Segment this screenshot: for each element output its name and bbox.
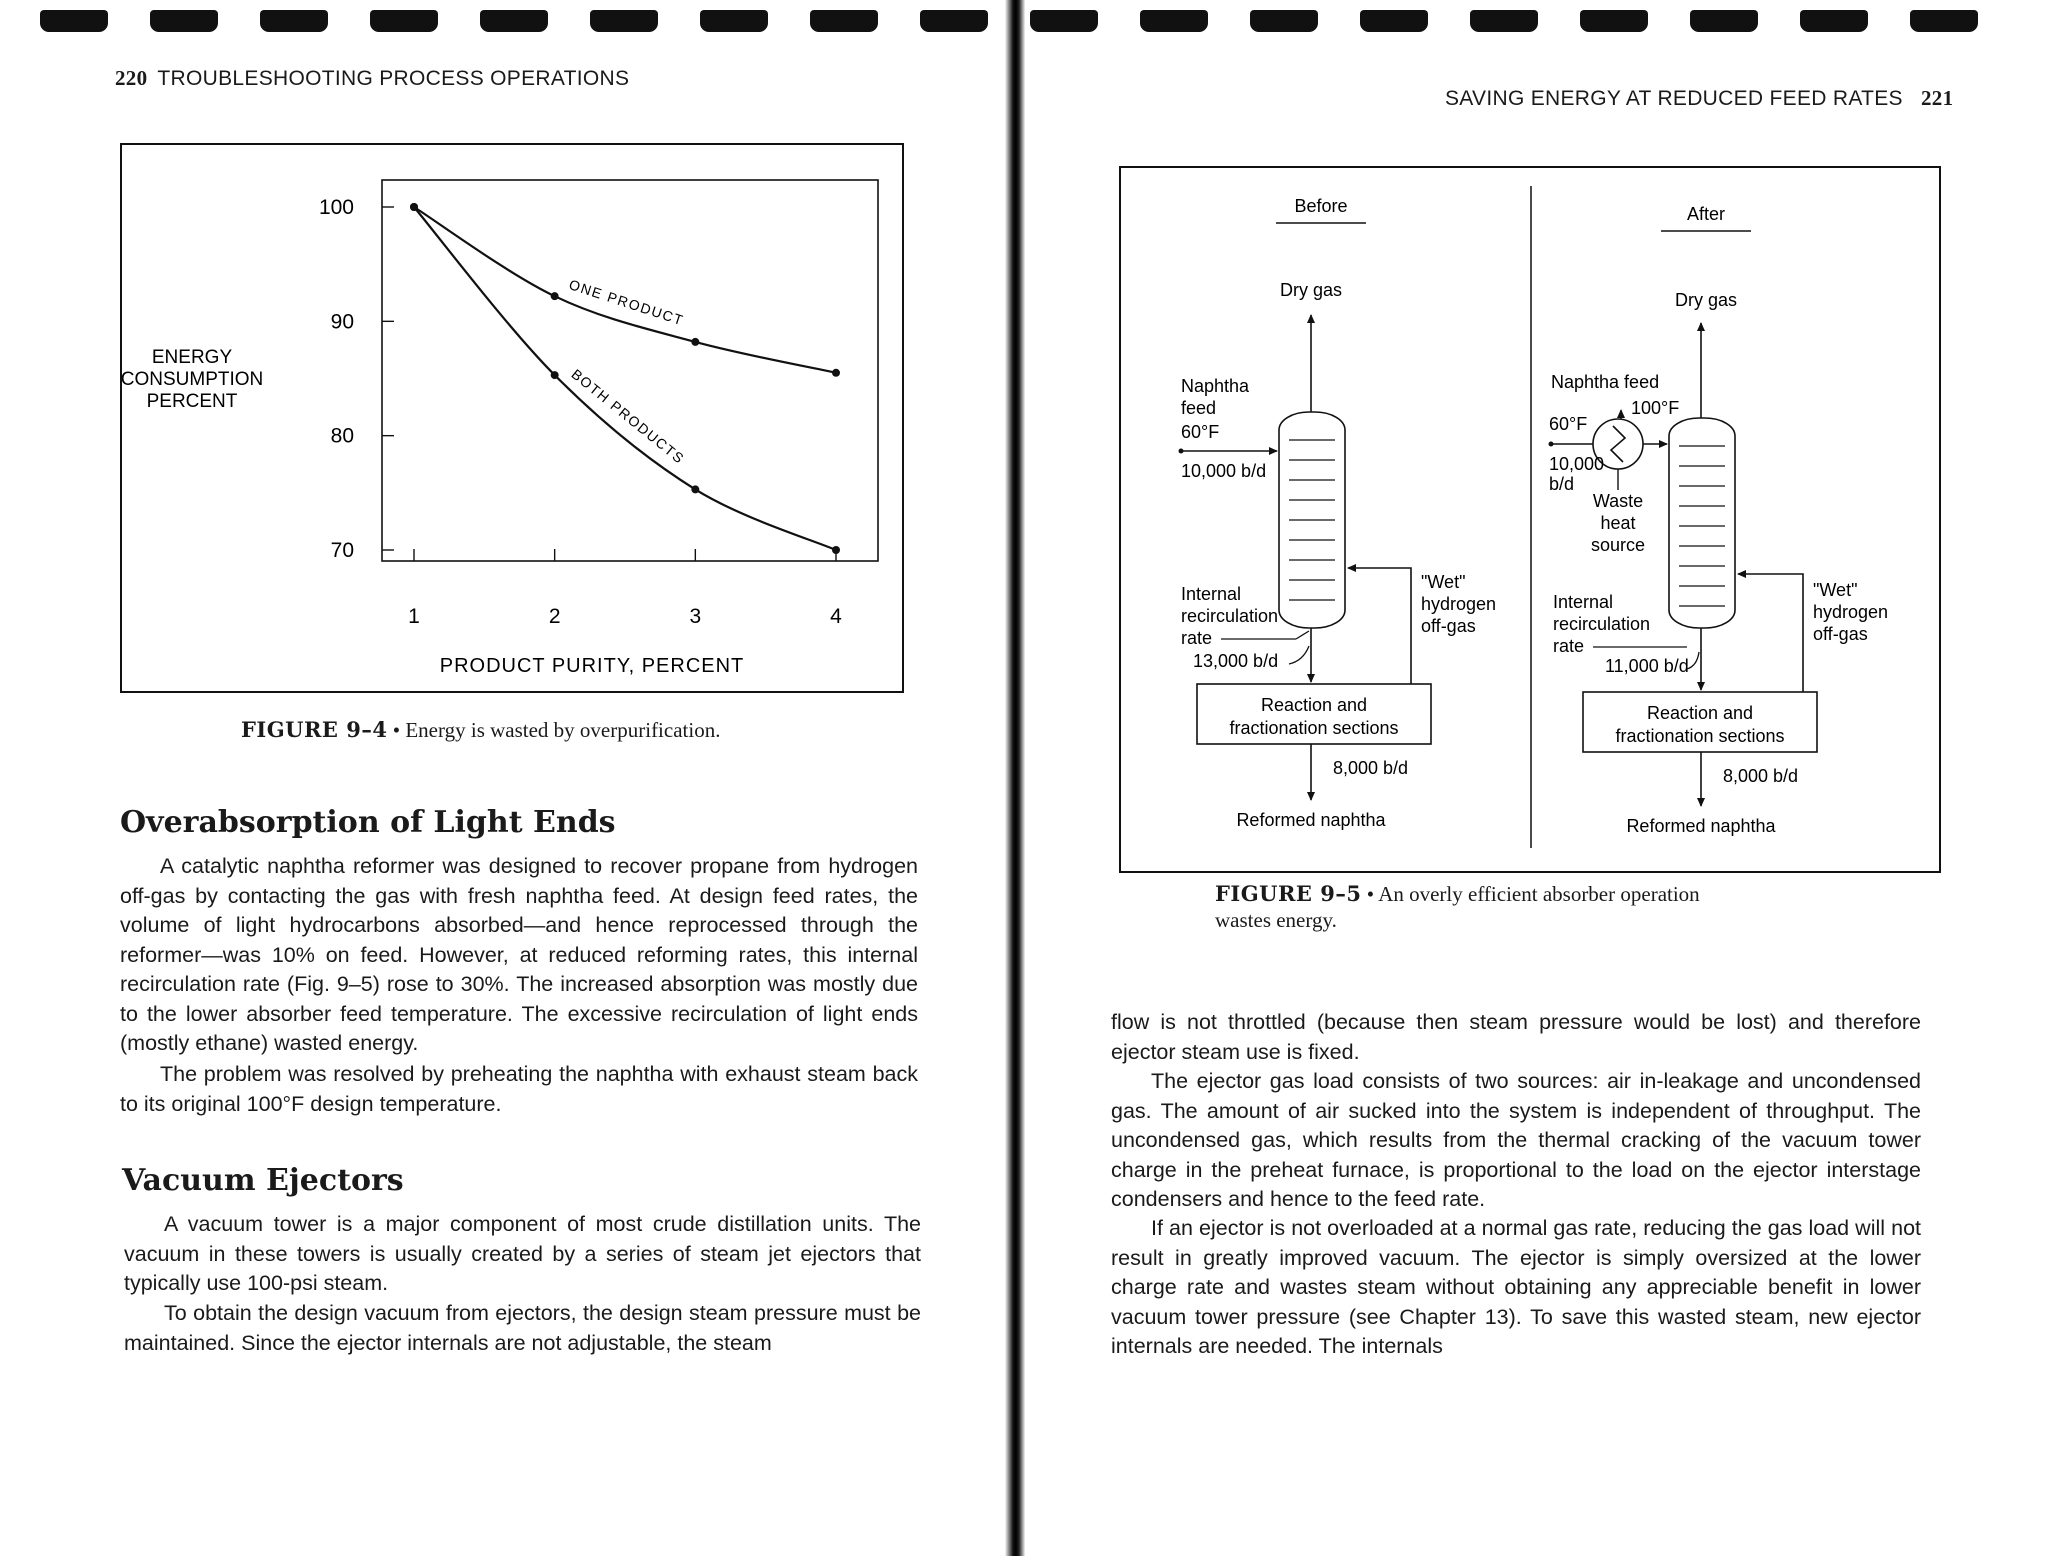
after-heat-label-1: Waste: [1592, 491, 1644, 511]
data-point: [691, 485, 699, 493]
y-tick-label: 90: [330, 310, 354, 334]
x-tick-label: 4: [830, 605, 842, 628]
running-header-right: [1445, 86, 1953, 111]
x-tick-label: 1: [408, 605, 420, 628]
before-dry-gas-label: Dry gas: [1279, 280, 1343, 300]
before-feed-label-1: Naphtha: [1181, 376, 1250, 396]
before-recirc-label-2: recirculation: [1181, 606, 1279, 626]
series-line: [414, 207, 836, 373]
after-preheat-temp: 100°F: [1631, 398, 1680, 418]
before-panel: [1179, 196, 1497, 830]
left-page: [0, 0, 1005, 1556]
page-number-right: 221: [1920, 86, 1954, 110]
data-point: [551, 292, 559, 300]
before-product-label: Reformed naphtha: [1236, 810, 1386, 830]
before-title: Before: [1294, 196, 1348, 216]
data-point: [832, 546, 840, 554]
before-recirc-label-3: rate: [1181, 628, 1213, 648]
before-feed-temp: 60°F: [1181, 422, 1220, 442]
book-gutter: [1005, 0, 1025, 1556]
figure-9-5-caption: FIGURE 9–5 • An overly efficient absorber operation wastes energy.: [1215, 881, 1700, 932]
after-dry-gas-label: Dry gas: [1674, 290, 1738, 310]
before-recirc-rate: 13,000 b/d: [1193, 651, 1279, 671]
plot-frame: [382, 180, 878, 561]
before-offgas-return-line: [1348, 568, 1411, 684]
paragraph: A catalytic naphtha reformer was designed to recover propane from hydrogen off-gas by contacting the gas with fresh naphtha feed. At design feed rates, the volume of light hydrocarbons absorbed—and hence reprocessed through the reformer—was 10% on feed. However, at reduced reforming rates, this internal recirculation rate (Fig. 9–5) rose to 30%. The increased absorption was mostly due to the lower absorber feed temperature. The excessive recirculation of light ends (mostly ethane) wasted energy.: [120, 854, 918, 1055]
page-number-left: 220: [115, 66, 148, 90]
after-wet-label-1: "Wet": [1813, 580, 1858, 600]
section-heading-vacuum-ejectors: Vacuum Ejectors: [122, 1163, 404, 1198]
figure-9-5-caption-line-2: wastes energy.: [1215, 908, 1337, 932]
before-feed-label-2: feed: [1181, 398, 1217, 418]
y-tick-label: 70: [330, 539, 354, 562]
after-feed-label: Naphtha feed: [1551, 372, 1660, 392]
before-feed-rate: 10,000 b/d: [1181, 461, 1267, 481]
after-feed-temp: 60°F: [1549, 414, 1588, 434]
after-wet-label-2: hydrogen: [1813, 602, 1889, 622]
after-heat-label-3: source: [1590, 535, 1646, 555]
after-offgas-return-line: [1738, 574, 1803, 692]
right-page: [1025, 0, 2048, 1556]
figure-9-4-caption-text: Energy is wasted by overpurification.: [405, 718, 721, 742]
before-wet-label-1: "Wet": [1421, 572, 1466, 592]
before-box-label-2: fractionation sections: [1229, 718, 1399, 738]
after-out-rate: 8,000 b/d: [1723, 766, 1799, 786]
series-label: BOTH PRODUCTS: [568, 365, 688, 467]
after-product-label: Reformed naphtha: [1626, 816, 1776, 836]
after-recirc-label-1: Internal: [1553, 592, 1614, 612]
before-wet-label-2: hydrogen: [1421, 594, 1497, 614]
x-axis-label: PRODUCT PURITY, PERCENT: [439, 655, 745, 677]
after-recirc-label-3: rate: [1553, 636, 1585, 656]
y-axis-label-line: PERCENT: [146, 391, 238, 412]
after-title: After: [1686, 204, 1726, 224]
header-title-right: SAVING ENERGY AT REDUCED FEED RATES: [1445, 87, 1903, 110]
data-point: [691, 338, 699, 346]
header-title-left: TROUBLESHOOTING PROCESS OPERATIONS: [157, 67, 630, 90]
absorber-diagram: [1121, 168, 1939, 871]
section-heading-overabsorption: Overabsorption of Light Ends: [120, 805, 616, 840]
after-absorber-tower: [1669, 418, 1735, 628]
y-axis-label-line: ENERGY: [151, 347, 233, 368]
x-tick-label: 2: [548, 605, 561, 628]
after-wet-label-3: off-gas: [1813, 624, 1868, 644]
after-box-label-2: fractionation sections: [1615, 726, 1785, 746]
y-axis-label-line: CONSUMPTION: [122, 369, 264, 390]
after-recirc-label-2: recirculation: [1553, 614, 1651, 634]
series-line: [414, 207, 836, 550]
figure-9-5-label: FIGURE 9–5: [1215, 881, 1362, 906]
figure-9-5-caption-line-1: An overly efficient absorber operation: [1378, 882, 1700, 906]
after-feed-rate-2: b/d: [1549, 474, 1575, 494]
before-recirc-label-1: Internal: [1181, 584, 1242, 604]
paragraph: flow is not throttled (because then steam pressure would be lost) and therefore ejector steam use is fixed.: [1111, 1010, 1921, 1064]
before-box-label-1: Reaction and: [1260, 695, 1368, 715]
y-axis-label: [122, 347, 263, 412]
figure-9-5-box: [1119, 166, 1941, 873]
x-tick-label: 3: [689, 605, 702, 628]
paragraph: If an ejector is not overloaded at a normal gas rate, reducing the gas load will not result in greatly improved vacuum. The ejector is simply oversized at the lower charge rate and wastes steam without obtaining any appreciable benefit in lower vacuum tower pressure (see Chapter 13). To save this wasted steam, new ejector internals are needed. The internals: [1111, 1216, 1921, 1358]
y-tick-label: 100: [318, 196, 354, 219]
data-point: [832, 369, 840, 377]
after-feed-rate-1: 10,000: [1549, 454, 1605, 474]
data-point: [410, 203, 418, 211]
after-panel: [1549, 204, 1889, 836]
before-out-rate: 8,000 b/d: [1333, 758, 1409, 778]
energy-purity-chart: [122, 145, 902, 691]
figure-9-4-label: FIGURE 9–4: [241, 717, 388, 742]
after-heat-label-2: heat: [1600, 513, 1636, 533]
data-point: [551, 371, 559, 379]
figure-9-4-box: [120, 143, 904, 693]
paragraph: The ejector gas load consists of two sources: air in-leakage and uncondensed gas. The amount of air sucked into the system is independent of throughput. The uncondensed gas, which results from the thermal cracking of the vacuum tower charge in the preheat furnace, is proportional to the load on the ejector interstage condensers and hence to the feed rate.: [1111, 1069, 1921, 1211]
paragraph: To obtain the design vacuum from ejectors, the design steam pressure must be maintained. Since the ejector internals are not adjustable, the steam: [124, 1301, 921, 1355]
series-label: ONE PRODUCT: [567, 276, 687, 329]
y-tick-label: 80: [330, 424, 354, 448]
running-header-left: [115, 66, 629, 91]
paragraph: A vacuum tower is a major component of most crude distillation units. The vacuum in these towers is usually created by a series of steam jet ejectors that typically use 100-psi steam.: [124, 1212, 921, 1295]
after-box-label-1: Reaction and: [1646, 703, 1754, 723]
after-recirc-rate: 11,000 b/d: [1605, 656, 1689, 676]
before-wet-label-3: off-gas: [1421, 616, 1476, 636]
figure-9-4-caption: FIGURE 9–4 • Energy is wasted by overpurification.: [241, 717, 721, 742]
paragraph: The problem was resolved by preheating the naphtha with exhaust steam back to its original 100°F design temperature.: [120, 1062, 918, 1116]
